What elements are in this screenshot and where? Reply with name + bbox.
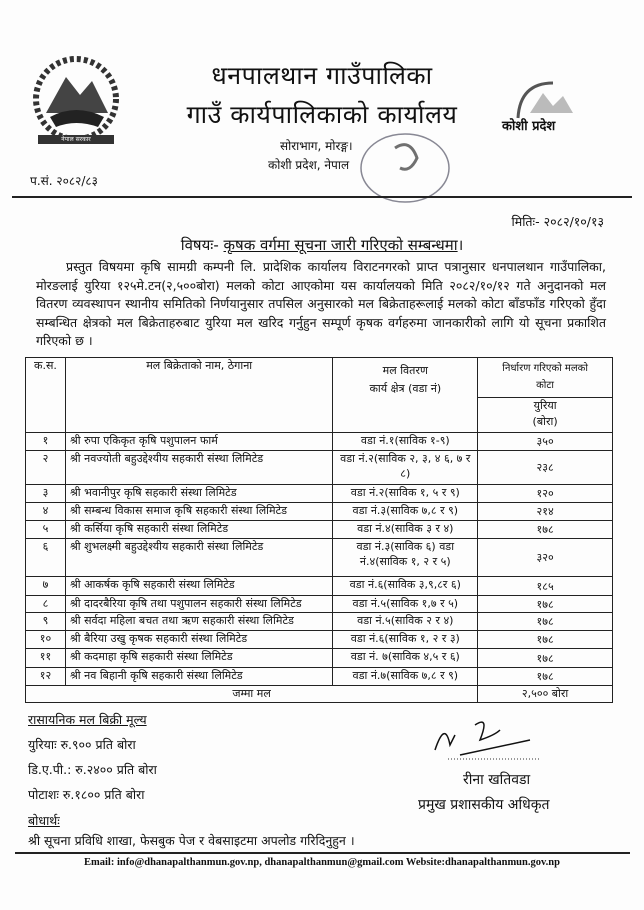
row-sn: ४ — [26, 503, 66, 521]
row-sn: ७ — [26, 577, 66, 596]
row-quota: १७८ — [478, 596, 613, 613]
row-quota: १७८ — [478, 668, 613, 686]
row-sn: २ — [26, 451, 66, 485]
row-vendor-name: श्री नवज्योती बहुउद्देश्यीय सहकारी संस्था लिमिटेड — [65, 451, 332, 485]
subject-text: कृषक वर्गमा सूचना जारी गरिएको सम्बन्धमा — [223, 236, 458, 254]
table-row — [26, 577, 613, 596]
cc-text: श्री सूचना प्रविधि शाखा, फेसबुक पेज र वेबसाइटमा अपलोड गरिदिनुहुन । — [28, 833, 355, 848]
header-area — [333, 358, 478, 433]
row-sn: ८ — [26, 596, 66, 613]
table-row — [26, 485, 613, 503]
row-area: वडा नं.२(साविक १, ५ र ९) — [333, 485, 478, 503]
row-quota: ३५० — [478, 433, 613, 451]
table-row — [26, 521, 613, 539]
row-area: वडा नं.५(साविक २ र ४) — [333, 613, 478, 631]
reference-number: प.सं. २०८२/८३ — [30, 174, 98, 188]
row-vendor-name: श्री भवानीपुर कृषि सहकारी संस्था लिमिटेड — [65, 485, 332, 503]
office-title-line2: गाउँ कार्यपालिकाको कार्यालय — [186, 100, 458, 129]
table-row — [26, 433, 613, 451]
row-vendor-name: श्री सर्वदा महिला बचत तथा ऋण सहकारी संस्था लिमिटेड — [65, 613, 332, 631]
row-sn: ५ — [26, 521, 66, 539]
row-vendor-name: श्री कदमाहा कृषि सहकारी संस्था लिमिटेड — [65, 649, 332, 668]
total-label: जम्मा मल — [26, 686, 478, 703]
address-line1: सोराभाग, मोरङ्ग। — [280, 139, 353, 153]
row-area: वडा नं.६(साविक ३,९,८र ६) — [333, 577, 478, 596]
table-total-row — [26, 686, 613, 703]
signatory-name: रीना खतिवडा — [463, 772, 531, 788]
row-area: वडा नं.१(साविक १-९) — [333, 433, 478, 451]
row-vendor-name: श्री शुभलक्ष्मी बहुउद्देश्यीय सहकारी संस्था लिमिटेड — [65, 539, 332, 577]
row-sn: १२ — [26, 668, 66, 686]
row-quota: ३२० — [478, 539, 613, 577]
row-sn: १० — [26, 631, 66, 649]
address-line2: कोशी प्रदेश, नेपाल — [268, 158, 350, 172]
header-quota: निर्धारण गरिएको मलको कोटा — [478, 358, 613, 398]
row-area: वडा नं.२(साविक २, ३, ४ ६, ७ र ८) — [333, 451, 478, 485]
row-area: वडा नं.६(साविक १, २ र ३) — [333, 631, 478, 649]
table-row — [26, 539, 613, 577]
price-title: रासायनिक मल बिक्री मूल्य — [28, 712, 147, 727]
header-divider — [12, 196, 632, 198]
header-urea-line1: युरिया — [533, 399, 557, 412]
total-value: २,५०० बोरा — [478, 686, 613, 703]
header-name: मल बिक्रेताको नाम, ठेगाना — [65, 358, 332, 433]
header-urea — [478, 398, 613, 433]
table-row — [26, 451, 613, 485]
table-row — [26, 649, 613, 668]
row-vendor-name: श्री दादरबैरिया कृषि तथा पशुपालन सहकारी संस्था लिमिटेड — [65, 596, 332, 613]
row-quota: १७८ — [478, 631, 613, 649]
header-area-line1: मल वितरण — [382, 364, 428, 377]
cc-title: बोधार्थः — [28, 813, 60, 828]
row-area: वडा नं. ७(साविक ४,५ र ६) — [333, 649, 478, 668]
subject-line — [0, 235, 644, 255]
signature — [420, 715, 550, 765]
table-row — [26, 668, 613, 686]
row-sn: ३ — [26, 485, 66, 503]
price-section — [28, 707, 157, 807]
subject-end: । — [457, 236, 464, 254]
office-title-line1: धनपालथान गाउँपालिका — [211, 61, 433, 90]
table-row — [26, 613, 613, 631]
table-header-row — [26, 358, 613, 398]
price-potash: पोटाशः रु.१८०० प्रति बोरा — [28, 787, 145, 802]
quota-table — [25, 357, 613, 703]
emblem-banner-text: नेपाल सरकार — [61, 136, 91, 143]
row-quota: १७८ — [478, 613, 613, 631]
row-vendor-name: श्री रुपा एकिकृत कृषि पशुपालन फार्म — [65, 433, 332, 451]
row-quota: १८५ — [478, 577, 613, 596]
row-vendor-name: श्री सम्बन्ध विकास समाज कृषि सहकारी संस्था लिमिटेड — [65, 503, 332, 521]
row-quota: १२० — [478, 485, 613, 503]
price-dap: डि.ए.पी.: रु.२४०० प्रति बोरा — [28, 762, 157, 777]
table-row — [26, 596, 613, 613]
koshi-pradesh-logo-text: कोशी प्रदेश — [502, 119, 556, 134]
body-paragraph: प्रस्तुत विषयमा कृषि सामग्री कम्पनी लि. प्रादेशिक कार्यालय विराटनगरको प्राप्त पत्रानुसार धनपालथान गाउँपालिका, मोरङलाई युरिया १२५मे.टन(२,५००बोरा) मलको कोटा आएकोमा यस कार्यालयको मिति २०८२/१०/१२ गते अनुदानको मल वितरण व्यवस्थापन स्थानीय समितिको निर्णयानुसार तपसिल अनुसारको मल बिक्रेताहरूलाई मलको कोटा बाँडफाँड गरिएको हुँदा सम्बन्धित क्षेत्रको मल बिक्रेताहरुबाट युरिया मल खरिद गर्नुहुन सम्पूर्ण कृषक वर्गहरुमा जानकारीको लागि यो सूचना प्रकाशित गरिएको छ । — [36, 259, 606, 349]
row-quota: २३८ — [478, 451, 613, 485]
signatory-designation: प्रमुख प्रशासकीय अधिकृत — [418, 797, 550, 813]
price-urea: युरियाः रु.९०० प्रति बोरा — [28, 737, 136, 752]
row-area: वडा नं.४(साविक ३ र ४) — [333, 521, 478, 539]
footer-contact: Email: info@dhanapalthanmun.gov.np, dhanapalthanmun@gmail.com Website:dhanapalthanmun.gov.np — [84, 857, 560, 868]
table-row — [26, 631, 613, 649]
header-sn: क.स. — [26, 358, 66, 433]
subject-label: विषयः- — [180, 236, 219, 254]
row-sn: ६ — [26, 539, 66, 577]
row-quota: १७८ — [478, 649, 613, 668]
row-vendor-name: श्री आकर्षक कृषि सहकारी संस्था लिमिटेड — [65, 577, 332, 596]
row-quota: १७८ — [478, 521, 613, 539]
row-quota: २१४ — [478, 503, 613, 521]
footer-divider — [15, 852, 630, 854]
row-area: वडा नं.५(साविक १,७ र ५) — [333, 596, 478, 613]
header-area-line2: कार्य क्षेत्र (वडा नं) — [369, 382, 442, 395]
row-vendor-name: श्री नव बिहानी कृषि सहकारी संस्था लिमिटेड — [65, 668, 332, 686]
issue-date: मितिः- २०८२/१०/१३ — [511, 214, 604, 229]
row-area: वडा नं.३(साविक ७,८ र ९) — [333, 503, 478, 521]
header-urea-line2: (बोरा) — [532, 415, 558, 428]
row-vendor-name: श्री कर्सिया कृषि सहकारी संस्था लिमिटेड — [65, 521, 332, 539]
row-sn: ११ — [26, 649, 66, 668]
row-sn: ९ — [26, 613, 66, 631]
table-row — [26, 503, 613, 521]
row-area: वडा नं.३(साविक ६) वडा नं.४(साविक १, २ र ५) — [333, 539, 478, 577]
row-vendor-name: श्री बैरिया उखु कृषक सहकारी संस्था लिमिटेड — [65, 631, 332, 649]
row-sn: १ — [26, 433, 66, 451]
row-area: वडा नं.७(साविक ७,८ र ९) — [333, 668, 478, 686]
